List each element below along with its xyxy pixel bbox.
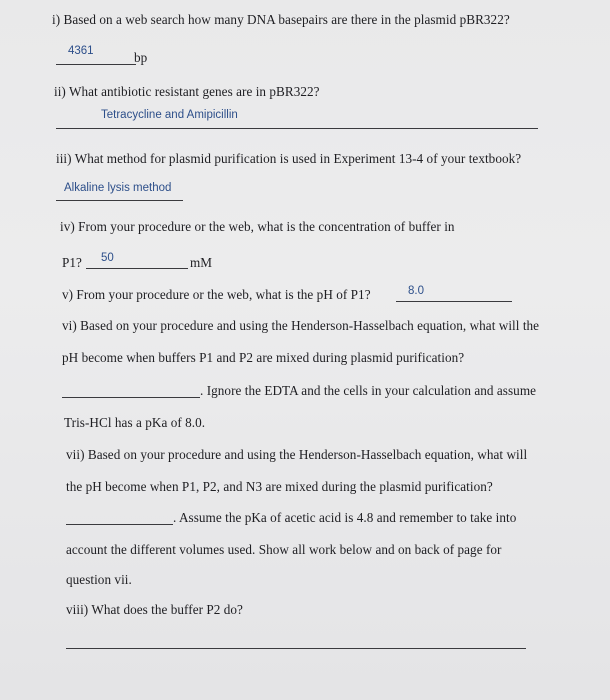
question-6-line-2: pH become when buffers P1 and P2 are mixed during plasmid purification? (62, 350, 465, 365)
question-7-line-2: the pH become when P1, P2, and N3 are mixed during the plasmid purification? (66, 479, 493, 494)
answer-1-line (56, 64, 136, 65)
question-6-line-3: . Ignore the EDTA and the cells in your calculation and assume (200, 383, 537, 398)
question-6-line-4: Tris-HCl has a pKa of 8.0. (64, 415, 206, 430)
answer-5-line (396, 301, 512, 302)
answer-8-line (66, 648, 526, 649)
question-7-line-3: . Assume the pKa of acetic acid is 4.8 and remember to take into (173, 510, 517, 525)
answer-4-line (86, 268, 188, 269)
question-2: ii) What antibiotic resistant genes are in pBR322? (54, 84, 320, 99)
answer-2: Tetracycline and Amipicillin (101, 109, 238, 121)
answer-3-line (56, 200, 183, 201)
question-7-line-1: vii) Based on your procedure and using the Henderson-Hasselbach equation, what will (66, 447, 528, 462)
question-5: v) From your procedure or the web, what is the pH of P1? (62, 287, 371, 302)
answer-4-unit: mM (190, 255, 213, 270)
answer-3: Alkaline lysis method (64, 182, 172, 194)
question-4: iv) From your procedure or the web, what is the concentration of buffer in (60, 219, 455, 234)
answer-6-line (62, 397, 200, 398)
question-6-line-1: vi) Based on your procedure and using the Henderson-Hasselbach equation, what will the (62, 318, 540, 333)
answer-1-unit: bp (134, 50, 148, 65)
answer-1: 4361 (68, 45, 94, 57)
question-8: viii) What does the buffer P2 do? (66, 602, 243, 617)
answer-5: 8.0 (408, 285, 424, 297)
question-3: iii) What method for plasmid purification is used in Experiment 13-4 of your textbook? (56, 151, 522, 166)
question-1: i) Based on a web search how many DNA basepairs are there in the plasmid pBR322? (52, 12, 510, 27)
question-7-line-5: question vii. (66, 572, 132, 587)
question-7-line-4: account the different volumes used. Show all work below and on back of page for (66, 542, 502, 557)
answer-2-line (56, 128, 538, 129)
question-4-prefix: P1? (62, 255, 82, 270)
answer-4: 50 (101, 252, 114, 264)
answer-7-line (66, 524, 173, 525)
